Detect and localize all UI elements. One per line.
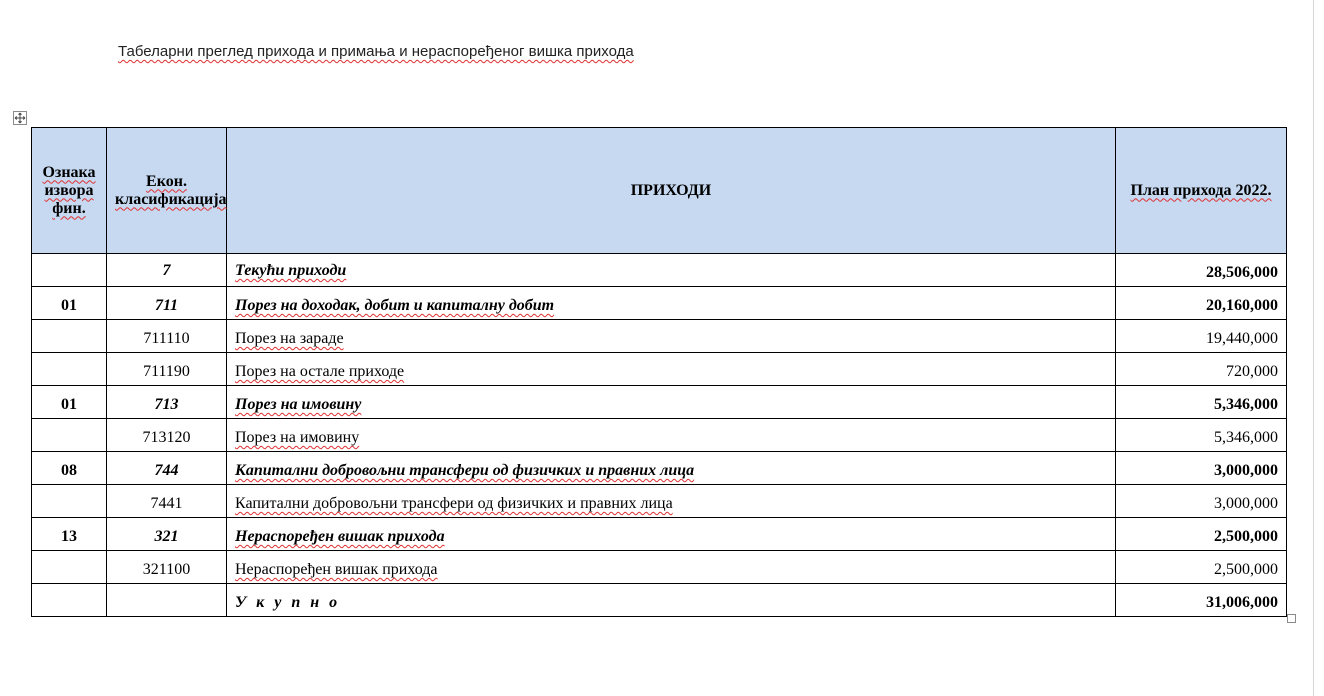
source-cell (32, 551, 107, 584)
source-cell (32, 254, 107, 287)
econ-cell: 711 (107, 287, 227, 320)
source-cell: 08 (32, 452, 107, 485)
description-cell: Нераспоређен вишак прихода (227, 551, 1116, 584)
source-cell (32, 485, 107, 518)
header-source: Ознака извора фин. (32, 128, 107, 254)
table-row (32, 353, 1287, 386)
econ-cell: 7 (107, 254, 227, 287)
table-row (32, 485, 1287, 518)
econ-cell: 321100 (107, 551, 227, 584)
description-cell: Порез на имовину (227, 419, 1116, 452)
revenue-table (31, 127, 1287, 617)
econ-cell: 711190 (107, 353, 227, 386)
description-cell: Текући приходи (227, 254, 1116, 287)
econ-cell: 321 (107, 518, 227, 551)
plan-cell: 5,346,000 (1116, 419, 1287, 452)
plan-cell: 19,440,000 (1116, 320, 1287, 353)
source-cell: 01 (32, 386, 107, 419)
plan-cell: 2,500,000 (1116, 518, 1287, 551)
plan-cell: 720,000 (1116, 353, 1287, 386)
description-cell: Порез на имовину (227, 386, 1116, 419)
header-revenues: ПРИХОДИ (227, 128, 1116, 254)
table-row (32, 287, 1287, 320)
econ-cell (107, 584, 227, 617)
total-label-cell: У к у п н о (227, 584, 1116, 617)
document-caption (118, 43, 634, 60)
caption-text: Табеларни преглед прихода и примања и нераспоређеног вишка прихода (118, 43, 634, 60)
table-resize-handle[interactable] (1287, 614, 1296, 623)
header-econ-classification: Екон. класификација (107, 128, 227, 254)
table-row (32, 452, 1287, 485)
description-cell: Капитални добровољни трансфери од физичких и правних лица (227, 485, 1116, 518)
plan-cell: 3,000,000 (1116, 485, 1287, 518)
total-plan-cell: 31,006,000 (1116, 584, 1287, 617)
table-header-row (32, 128, 1287, 254)
description-cell: Капитални добровољни трансфери од физичких и правних лица (227, 452, 1116, 485)
plan-cell: 5,346,000 (1116, 386, 1287, 419)
plan-cell: 3,000,000 (1116, 452, 1287, 485)
table-move-handle-icon[interactable] (13, 111, 27, 125)
table-row (32, 518, 1287, 551)
source-cell: 01 (32, 287, 107, 320)
description-cell: Порез на остале приходе (227, 353, 1116, 386)
econ-cell: 713120 (107, 419, 227, 452)
table-row (32, 254, 1287, 287)
econ-cell: 713 (107, 386, 227, 419)
source-cell (32, 320, 107, 353)
plan-cell: 28,506,000 (1116, 254, 1287, 287)
table-total-row (32, 584, 1287, 617)
source-cell: 13 (32, 518, 107, 551)
table-row (32, 419, 1287, 452)
description-cell: Порез на доходак, добит и капиталну добит (227, 287, 1116, 320)
econ-cell: 7441 (107, 485, 227, 518)
page-edge (1313, 0, 1314, 696)
source-cell (32, 584, 107, 617)
plan-cell: 2,500,000 (1116, 551, 1287, 584)
source-cell (32, 419, 107, 452)
source-cell (32, 353, 107, 386)
table-row (32, 320, 1287, 353)
econ-cell: 744 (107, 452, 227, 485)
table-row (32, 551, 1287, 584)
plan-cell: 20,160,000 (1116, 287, 1287, 320)
header-plan: План прихода 2022. (1116, 128, 1287, 254)
table-row (32, 386, 1287, 419)
description-cell: Нераспоређен вишак прихода (227, 518, 1116, 551)
description-cell: Порез на зараде (227, 320, 1116, 353)
econ-cell: 711110 (107, 320, 227, 353)
